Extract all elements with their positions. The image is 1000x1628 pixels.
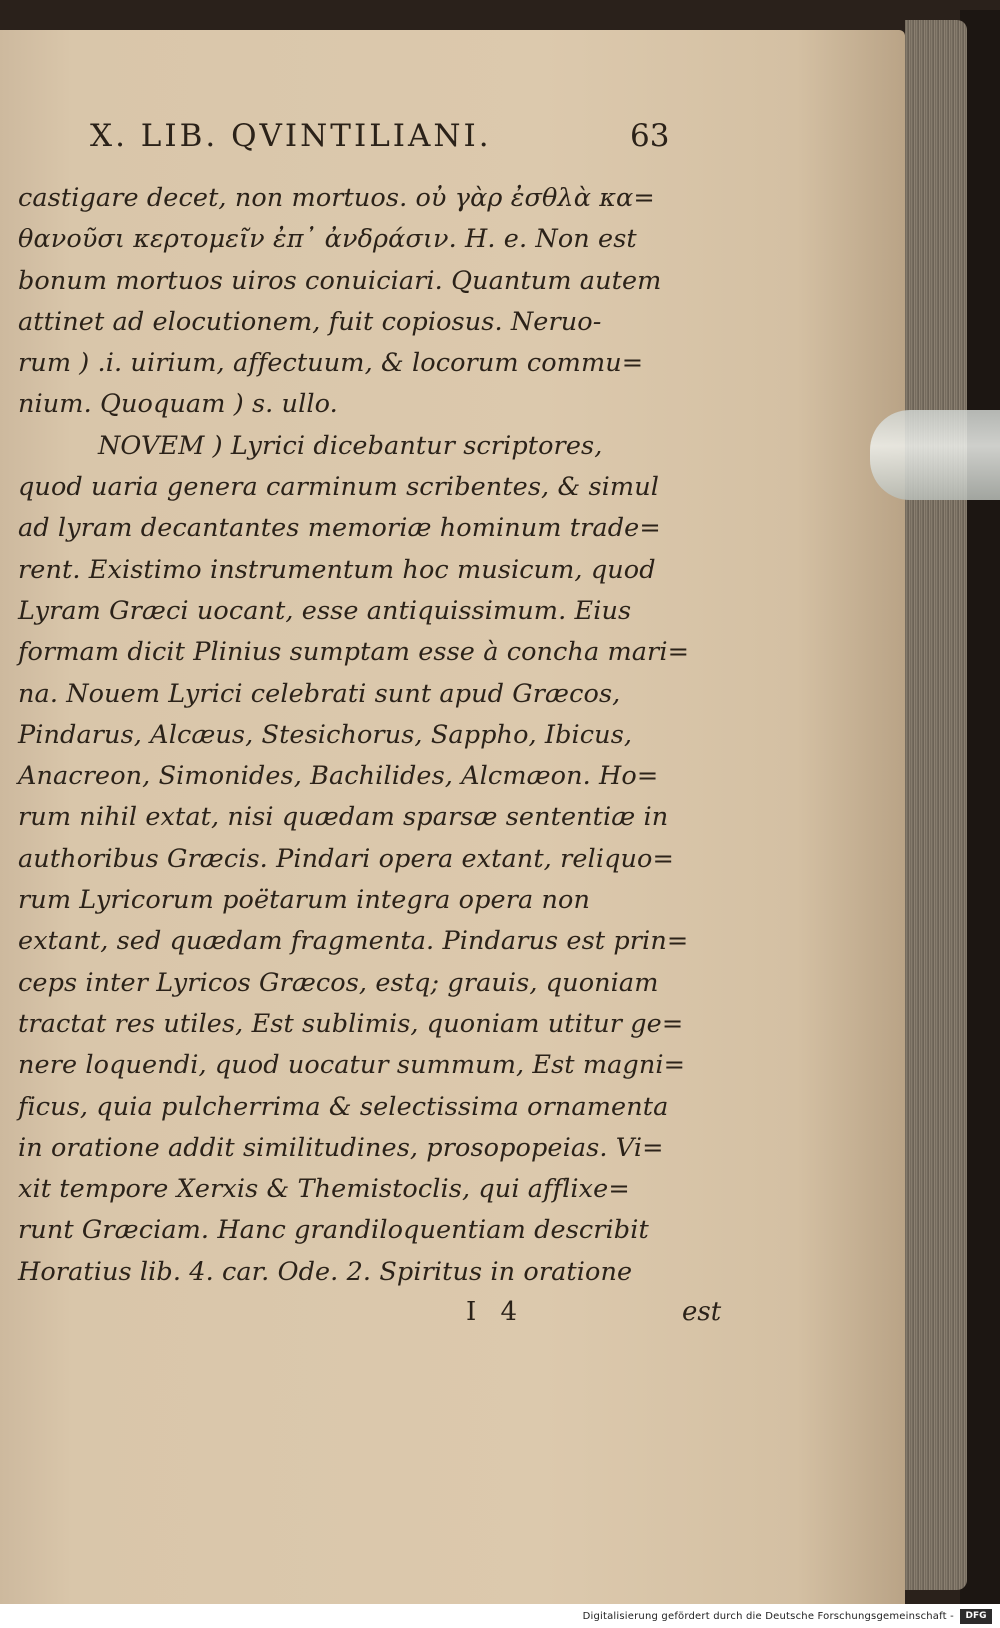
page-header bbox=[18, 118, 718, 178]
text-line: Pindarus, Alcæus, Stesichorus, Sappho, Ibicus, bbox=[18, 719, 633, 750]
page-footer bbox=[18, 1297, 722, 1341]
credit-text: Digitalisierung gefördert durch die Deutsche Forschungsgemeinschaft - bbox=[582, 1611, 954, 1622]
dfg-logo: DFG bbox=[960, 1609, 992, 1624]
signature-mark: I 4 bbox=[466, 1297, 526, 1328]
text-line: extant, sed quædam fragmenta. Pindarus est prin= bbox=[18, 926, 689, 957]
page-clip bbox=[870, 410, 1000, 500]
credit-bar bbox=[0, 1606, 1000, 1628]
text-line: quod uaria genera carminum scribentes, & simul bbox=[18, 472, 659, 503]
text-line: ficus, quia pulcherrima & selectissima ornamenta bbox=[18, 1091, 669, 1122]
text-line: formam dicit Plinius sumptam esse à concha mari= bbox=[18, 637, 690, 668]
text-line: θανοῦσι κερτομεῖν ἐπ᾽ ἀνδράσιν. H. e. Non est bbox=[18, 224, 637, 255]
page-text-block bbox=[18, 118, 722, 1341]
text-line: castigare decet, non mortuos. οὐ γὰρ ἐσθλὰ κα= bbox=[18, 183, 655, 213]
text-line: rum Lyricorum poëtarum integra opera non bbox=[18, 885, 590, 916]
text-line: Lyram Græci uocant, esse antiquissimum. Eius bbox=[18, 595, 632, 626]
text-line: rum ) .i. uirium, affectuum, & locorum commu= bbox=[18, 348, 644, 379]
page-number: 63 bbox=[630, 118, 670, 154]
text-line: na. Nouem Lyrici celebrati sunt apud Græcos, bbox=[18, 678, 621, 709]
text-line: rent. Existimo instrumentum hoc musicum, quod bbox=[18, 554, 656, 585]
text-line: xit tempore Xerxis & Themistoclis, qui afflixe= bbox=[18, 1174, 630, 1205]
text-line: nium. Quoquam ) s. ullo. bbox=[18, 389, 338, 420]
text-line: Anacreon, Simonides, Bachilides, Alcmæon. Ho= bbox=[18, 761, 659, 792]
page-fore-edge bbox=[905, 20, 967, 1590]
text-line: ad lyram decantantes memoriæ hominum trade= bbox=[18, 513, 661, 544]
text-line: NOVEM ) Lyrici dicebantur scriptores, bbox=[98, 430, 603, 461]
text-lines bbox=[18, 178, 718, 1293]
text-line: rum nihil extat, nisi quædam sparsæ sententiæ in bbox=[18, 802, 669, 833]
text-line: Horatius lib. 4. car. Ode. 2. Spiritus in oratione bbox=[18, 1256, 633, 1287]
text-line: attinet ad elocutionem, fuit copiosus. Neruo- bbox=[18, 306, 602, 337]
text-line: ceps inter Lyricos Græcos, estq; grauis, quoniam bbox=[18, 967, 659, 998]
catchword: est bbox=[682, 1297, 722, 1328]
text-line: bonum mortuos uiros conuiciari. Quantum autem bbox=[18, 265, 662, 296]
text-line: authoribus Græcis. Pindari opera extant, reliquo= bbox=[18, 843, 674, 874]
text-line: nere loquendi, quod uocatur summum, Est magni= bbox=[18, 1050, 686, 1081]
running-head: X. LIB. QVINTILIANI. bbox=[90, 118, 492, 154]
text-line: in oratione addit similitudines, prosopopeias. Vi= bbox=[18, 1132, 664, 1163]
text-line: tractat res utiles, Est sublimis, quoniam utitur ge= bbox=[18, 1008, 684, 1039]
text-line: runt Græciam. Hanc grandiloquentiam describit bbox=[18, 1215, 649, 1246]
